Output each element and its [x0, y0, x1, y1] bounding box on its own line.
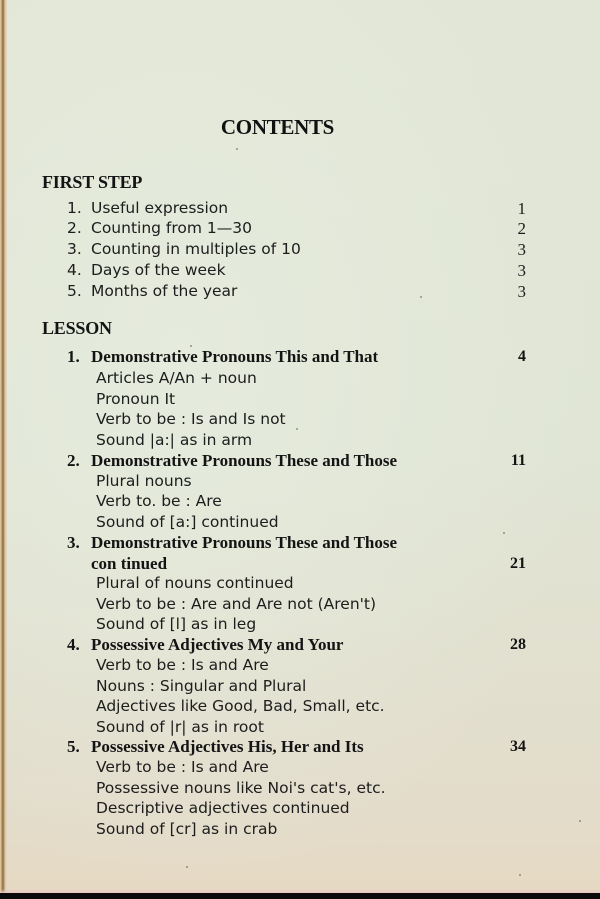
entry-number: 2. — [67, 219, 82, 237]
lesson-subtopic — [0, 819, 600, 840]
lesson-subtopic — [0, 491, 600, 512]
toc-entry — [0, 281, 600, 302]
entry-number: 1. — [67, 199, 82, 217]
subtopic-label: Verb to be : Is and Are — [96, 656, 269, 674]
entry-number: 5. — [67, 282, 82, 300]
lesson-title: Demonstrative Pronouns This and That — [91, 347, 379, 366]
paper-speck — [579, 820, 581, 822]
lesson-title: Possessive Adjectives His, Her and Its — [91, 737, 364, 756]
subtopic-label: Sound of |r| as in root — [96, 718, 264, 736]
paper-speck — [519, 874, 521, 876]
subtopic-label: Plural of nouns continued — [96, 574, 294, 592]
entry-page-number: 3 — [517, 261, 526, 280]
paper-speck — [186, 866, 188, 868]
lesson-number: 3. — [67, 533, 80, 552]
lesson-subtopic — [0, 409, 600, 430]
lesson-title: Demonstrative Pronouns These and Those — [91, 451, 398, 470]
lesson-subtopic — [0, 676, 600, 697]
entry-label: Useful expression — [91, 199, 229, 217]
lesson-number: 4. — [67, 635, 80, 654]
entry-label: Months of the year — [91, 282, 238, 300]
lesson-subtopic — [0, 717, 600, 738]
entry-number: 4. — [67, 261, 82, 279]
lesson-entry — [0, 634, 600, 655]
entry-label: Counting from 1—30 — [91, 219, 253, 237]
subtopic-label: Verb to be : Is and Are — [96, 758, 269, 776]
lesson-entry-continued — [0, 553, 600, 574]
lesson-entry — [0, 346, 600, 367]
lesson-subtopic — [0, 368, 600, 389]
toc-entry — [0, 260, 600, 281]
page-title: CONTENTS — [220, 115, 335, 139]
lesson-subtopic — [0, 594, 600, 615]
entry-page-number: 2 — [517, 219, 526, 238]
subtopic-label: Sound |a:| as in arm — [96, 431, 253, 449]
lesson-subtopic — [0, 471, 600, 492]
lesson-page-number: 11 — [510, 452, 526, 469]
lesson-subtopic — [0, 778, 600, 799]
entry-label: Days of the week — [91, 261, 226, 279]
lesson-entry — [0, 736, 600, 757]
subtopic-label: Verb to. be : Are — [96, 492, 222, 510]
lesson-entry — [0, 450, 600, 471]
subtopic-label: Verb to be : Is and Is not — [96, 410, 286, 428]
entry-label: Counting in multiples of 10 — [91, 240, 301, 258]
lesson-subtopic — [0, 757, 600, 778]
paper-speck — [503, 532, 505, 534]
subtopic-label: Articles A/An + noun — [96, 369, 257, 387]
subtopic-label: Pronoun It — [96, 390, 176, 408]
entry-page-number: 1 — [517, 199, 526, 218]
lesson-number: 5. — [67, 737, 80, 756]
section-heading-first-step: FIRST STEP — [42, 172, 143, 192]
entry-number: 3. — [67, 240, 82, 258]
entry-page-number: 3 — [517, 240, 526, 259]
toc-entry — [0, 218, 600, 239]
subtopic-label: Sound of [a:] continued — [96, 513, 279, 531]
lesson-subtopic — [0, 655, 600, 676]
subtopic-label: Adjectives like Good, Bad, Small, etc. — [96, 697, 385, 715]
subtopic-label: Verb to be : Are and Are not (Aren't) — [96, 595, 377, 613]
lesson-number: 1. — [67, 347, 80, 366]
lesson-page-number: 21 — [510, 555, 526, 572]
subtopic-label: Possessive nouns like Noi's cat's, etc. — [96, 779, 386, 797]
subtopic-label: Descriptive adjectives continued — [96, 799, 350, 817]
paper-speck — [236, 148, 238, 150]
subtopic-label: Nouns : Singular and Plural — [96, 677, 307, 695]
lesson-subtopic — [0, 798, 600, 819]
lesson-entry — [0, 532, 600, 553]
lesson-page-number: 28 — [510, 636, 526, 653]
lesson-subtopic — [0, 573, 600, 594]
lesson-subtopic — [0, 430, 600, 451]
toc-entry — [0, 239, 600, 260]
lesson-subtopic — [0, 389, 600, 410]
lesson-title: Demonstrative Pronouns These and Those — [91, 533, 398, 552]
lesson-subtopic — [0, 512, 600, 533]
lesson-page-number: 4 — [518, 348, 526, 365]
paper-speck — [296, 428, 298, 430]
entry-page-number: 3 — [517, 282, 526, 301]
paper-speck — [190, 345, 192, 347]
lesson-subtopic — [0, 696, 600, 717]
lesson-subtopic — [0, 614, 600, 635]
paper-speck — [420, 296, 422, 298]
subtopic-label: Plural nouns — [96, 472, 192, 490]
lesson-title-line2: con tinued — [91, 554, 168, 573]
toc-entry — [0, 198, 600, 219]
scan-border — [0, 893, 600, 899]
subtopic-label: Sound of [l] as in leg — [96, 615, 257, 633]
section-heading-lesson: LESSON — [42, 318, 112, 338]
lesson-number: 2. — [67, 451, 80, 470]
subtopic-label: Sound of [cr] as in crab — [96, 820, 278, 838]
lesson-title: Possessive Adjectives My and Your — [91, 635, 344, 654]
lesson-page-number: 34 — [510, 738, 526, 755]
